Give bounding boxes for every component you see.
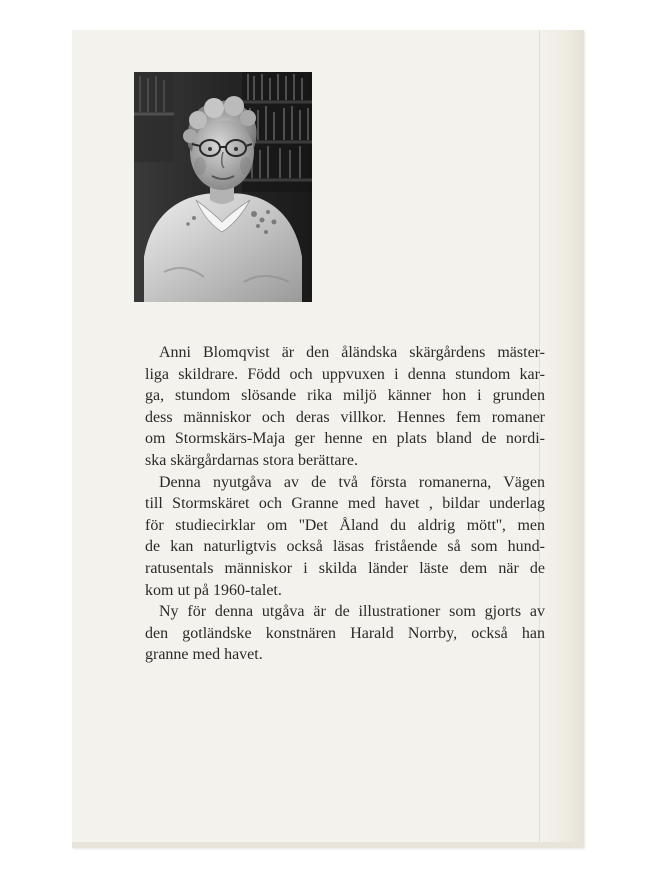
blurb-line: om Stormskärs-Maja ger henne en plats bland de nordi- bbox=[145, 430, 545, 448]
blurb-line: ratusentals människor i skilda länder läste dem när de bbox=[145, 559, 545, 577]
blurb-line: Denna nyutgåva av de två första romanerna, Vägen bbox=[159, 473, 545, 491]
blurb-paragraph-3 bbox=[145, 601, 545, 666]
blurb-line: för studiecirklar om ''Det Åland du aldrig mött'', men bbox=[145, 516, 545, 534]
book-back-cover bbox=[72, 30, 584, 848]
blurb-line: ga, stundom slösande rika miljö känner hon i grunden bbox=[145, 387, 545, 405]
blurb-line: granne med havet. bbox=[145, 646, 263, 664]
blurb-line: till Stormskäret och Granne med havet , bildar underlag bbox=[145, 495, 545, 513]
author-portrait-icon bbox=[134, 72, 312, 302]
blurb-line: kom ut på 1960-talet. bbox=[145, 581, 282, 599]
blurb-line: de kan naturligtvis också läsas fristående så som hund- bbox=[145, 538, 545, 556]
blurb-line: ska skärgårdarnas stora berättare. bbox=[145, 451, 358, 469]
book-spine-edge bbox=[539, 30, 584, 848]
blurb-line: liga skildrare. Född och uppvuxen i denna stundom kar- bbox=[145, 365, 545, 383]
back-cover-blurb bbox=[145, 342, 545, 666]
blurb-line: Ny för denna utgåva är de illustrationer som gjorts av bbox=[159, 603, 545, 621]
book-bottom-edge bbox=[72, 842, 584, 848]
blurb-line: den gotländske konstnären Harald Norrby, också han bbox=[145, 624, 545, 642]
author-portrait-photo bbox=[134, 72, 312, 302]
blurb-line: dess människor och deras villkor. Hennes fem romaner bbox=[145, 408, 545, 426]
blurb-paragraph-2 bbox=[145, 472, 545, 602]
blurb-line: Anni Blomqvist är den åländska skärgårdens mäster- bbox=[159, 344, 545, 361]
blurb-paragraph-1 bbox=[145, 342, 545, 472]
